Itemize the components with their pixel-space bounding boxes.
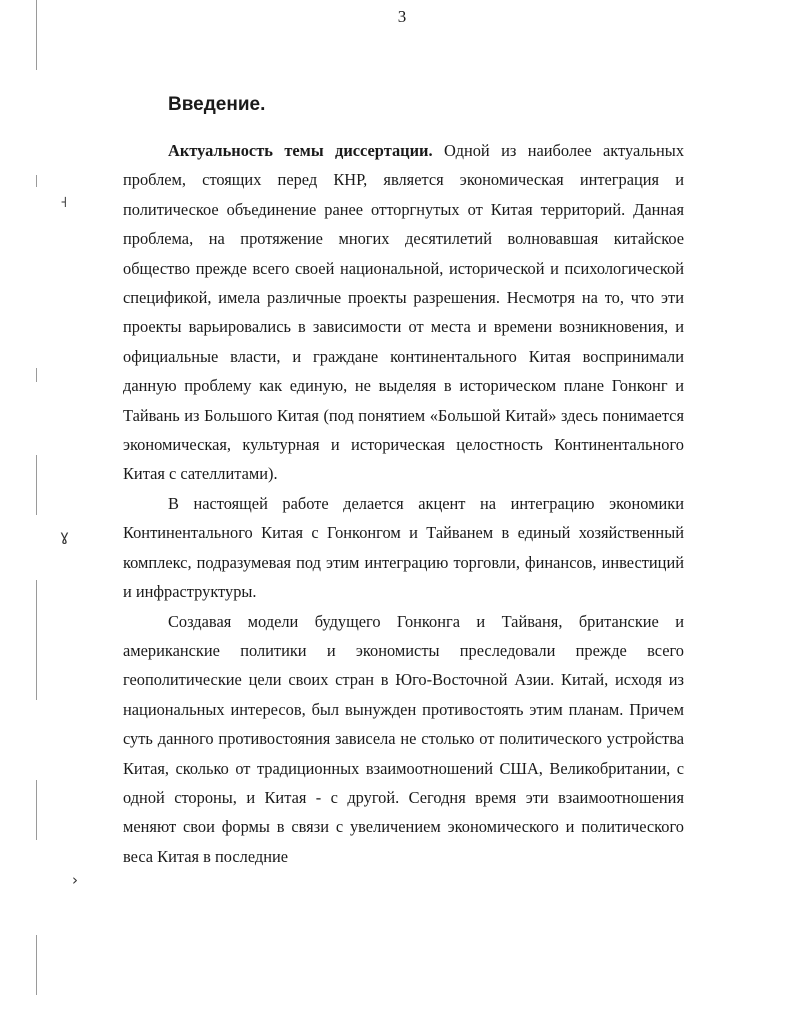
body-text <box>123 136 684 871</box>
paragraph-text: В настоящей работе делается акцент на интеграцию экономики Континентального Китая с Гонконгом и Тайванем в единый хозяйственный комплекс, подразумевая под этим интеграцию торговли, финансов, инвестиций и инфраструктуры. <box>123 493 684 602</box>
scan-artifact-mark: ɣ <box>60 527 69 545</box>
edge-segment <box>36 580 37 700</box>
paragraph <box>123 607 684 872</box>
edge-segment <box>36 455 37 515</box>
edge-segment <box>36 780 37 840</box>
edge-segment <box>36 0 37 70</box>
scan-artifact-mark: ˧ <box>60 193 68 211</box>
edge-segment <box>36 935 37 995</box>
edge-segment <box>36 368 37 382</box>
paragraph-lead: Актуальность темы диссертации. <box>168 141 433 160</box>
edge-segment <box>36 175 37 187</box>
paragraph <box>123 489 684 607</box>
scan-artifact-mark: › <box>72 871 78 889</box>
paragraph-text: Одной из наиболее актуальных проблем, стоящих перед КНР, является экономическая интеграция и политическое объединение ранее отторгнутых от Китая территорий. Данная проблема, на протяжение многих десятилетий волновавшая китайское общество прежде всего своей национальной, исторической и психологической спецификой, имела различные проекты разрешения. Несмотря на то, что эти проекты варьировались в зависимости от места и времени возникновения, и официальные власти, и граждане континентального Китая воспринимали данную проблему как единую, не выделяя в историческом плане Гонконг и Тайвань из Большого Китая (под понятием «Большой Китай» здесь понимается экономическая, культурная и историческая целостность Континентального Китая с сателлитами). <box>123 141 685 484</box>
scan-binding-edge <box>36 0 37 1027</box>
paragraph <box>123 136 684 489</box>
paragraph-text: Создавая модели будущего Гонконга и Тайваня, британские и американские политики и экономисты преследовали прежде всего геополитические цели своих стран в Юго-Восточной Азии. Китай, исходя из национальных интересов, был вынужден противостоять этим планам. Причем суть данного противостояния зависела не столько от политического устройства Китая, сколько от традиционных взаимоотношений США, Великобритании, с одной стороны, и Китая - с другой. Сегодня время эти взаимоотношения меняют свои формы в связи с увеличением экономического и политического веса Китая в последние <box>123 611 684 866</box>
section-heading: Введение. <box>168 94 266 115</box>
page-number: 3 <box>397 7 407 26</box>
